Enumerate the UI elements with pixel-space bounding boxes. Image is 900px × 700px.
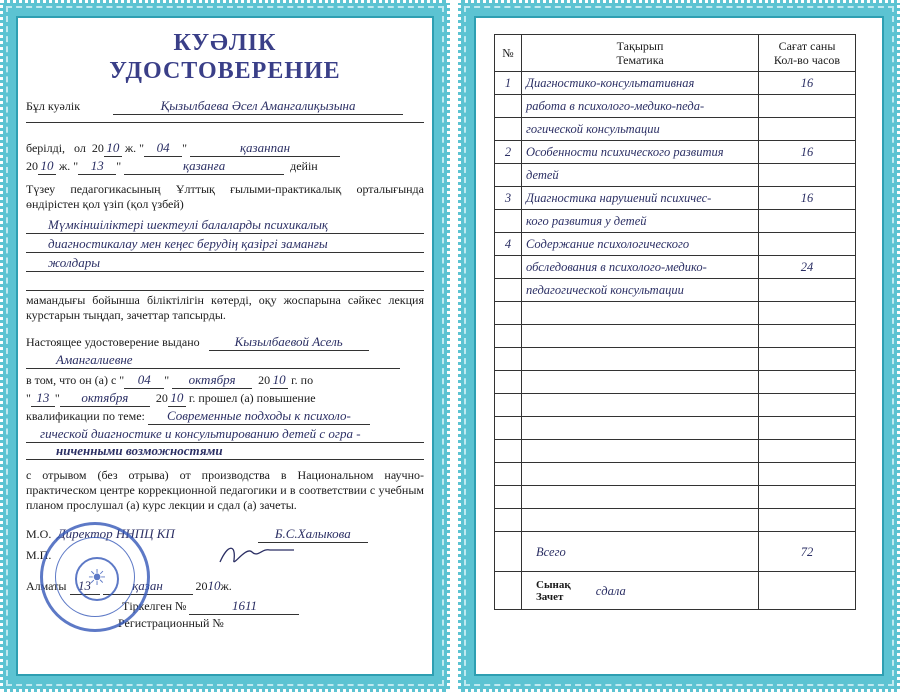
row-number: 2 bbox=[495, 141, 522, 164]
ru-passed: г. прошел (а) повышение bbox=[188, 391, 316, 405]
total-row bbox=[495, 532, 856, 572]
issued-line bbox=[26, 140, 424, 157]
row-hours: 24 bbox=[759, 256, 856, 279]
director-label: Директор ННПЦ КП bbox=[57, 526, 175, 541]
row-number bbox=[495, 325, 522, 348]
row-topic bbox=[522, 440, 759, 463]
row-topic bbox=[522, 417, 759, 440]
exam-label-kz: Сынақ bbox=[536, 578, 571, 591]
exam-result: сдала bbox=[595, 583, 626, 598]
issued-ol: ол bbox=[74, 141, 86, 155]
row-hours: 16 bbox=[759, 141, 856, 164]
row-topic: Содержание психологического bbox=[522, 233, 759, 256]
header-hours-ru: Кол-во часов bbox=[773, 53, 841, 67]
date-day: 13 bbox=[70, 578, 100, 595]
title-russian: УДОСТОВЕРЕНИЕ bbox=[109, 58, 341, 84]
row-hours bbox=[759, 325, 856, 348]
total-hours: 72 bbox=[759, 532, 856, 572]
row-topic: работа в психолого-медико-педа- bbox=[522, 95, 759, 118]
until-year: 10 bbox=[38, 158, 56, 175]
line-label: Бұл куәлік bbox=[26, 99, 81, 113]
issued-label: берілді, bbox=[26, 141, 66, 155]
row-number bbox=[495, 95, 522, 118]
row-hours bbox=[759, 417, 856, 440]
certificate-left-page bbox=[0, 0, 450, 692]
total-label: Всего bbox=[522, 532, 759, 572]
table-row bbox=[495, 486, 856, 509]
ru-g-po: г. по bbox=[291, 373, 314, 387]
recipient-name-kz: Қызылбаева Әсел Амангалиқызына bbox=[113, 98, 403, 115]
table-row bbox=[495, 348, 856, 371]
until-20: 20 bbox=[26, 159, 38, 173]
row-hours bbox=[759, 210, 856, 233]
ru-name-line-2 bbox=[26, 352, 424, 369]
reg-kz-label: Тіркелген № bbox=[122, 599, 187, 613]
table-row bbox=[495, 371, 856, 394]
ru-issued-label: Настоящее удостоверение выдано bbox=[26, 335, 200, 349]
row-hours bbox=[759, 463, 856, 486]
row-topic bbox=[522, 509, 759, 532]
row-number: 3 bbox=[495, 187, 522, 210]
ru-20b: 20 bbox=[155, 391, 168, 405]
row-hours bbox=[759, 486, 856, 509]
table-row bbox=[495, 187, 856, 210]
issued-day: 04 bbox=[144, 140, 182, 157]
rule bbox=[26, 290, 424, 291]
topic-rows bbox=[495, 72, 856, 532]
course-kz-line-2: диагностикалау мен кеңес берудің қазіргі заманғы bbox=[48, 236, 328, 251]
exam-label-ru: Зачет bbox=[536, 590, 564, 603]
date-20: 20 bbox=[195, 579, 208, 593]
official-seal bbox=[40, 522, 150, 632]
signature-icon bbox=[216, 542, 296, 568]
row-topic bbox=[522, 302, 759, 325]
until-end: дейін bbox=[290, 159, 318, 173]
row-hours bbox=[759, 509, 856, 532]
issued-20: 20 bbox=[91, 141, 104, 155]
header-number: № bbox=[495, 35, 522, 72]
until-month: қазанға bbox=[124, 158, 284, 175]
row-number bbox=[495, 463, 522, 486]
row-number bbox=[495, 486, 522, 509]
ru-period-line-2: " 13 " октября 20 10 г. прошел (а) повышение bbox=[26, 390, 316, 405]
mo-label: М.О. bbox=[26, 527, 52, 541]
row-topic: Диагностико-консультативная bbox=[522, 72, 759, 95]
header-hours bbox=[759, 35, 856, 72]
row-topic bbox=[522, 371, 759, 394]
row-hours bbox=[759, 95, 856, 118]
certificate-right-page bbox=[458, 0, 900, 692]
issued-month: қазанпан bbox=[190, 140, 340, 157]
date-year: 10 bbox=[207, 578, 221, 593]
row-hours: 16 bbox=[759, 187, 856, 210]
row-topic: Особенности психического развития bbox=[522, 141, 759, 164]
table-row bbox=[495, 256, 856, 279]
date-month: қазан bbox=[103, 578, 193, 595]
recipient-name-ru-1: Кызылбаевой Асель bbox=[209, 334, 369, 351]
ru-to-day: 13 bbox=[31, 390, 55, 407]
left-content bbox=[26, 22, 424, 670]
row-number bbox=[495, 509, 522, 532]
row-topic: кого развития у детей bbox=[522, 210, 759, 233]
row-topic: обследования в психолого-медико- bbox=[522, 256, 759, 279]
ru-period-label: в том, что он (а) с " bbox=[26, 373, 125, 387]
ru-from-year: 10 bbox=[270, 372, 288, 389]
table-row bbox=[495, 302, 856, 325]
topics-table bbox=[494, 34, 856, 610]
director-name: Б.С.Халыкова bbox=[258, 526, 368, 543]
row-number bbox=[495, 210, 522, 233]
right-content bbox=[484, 22, 874, 670]
reg-number: 1611 bbox=[189, 598, 299, 615]
row-number bbox=[495, 394, 522, 417]
header-topic bbox=[522, 35, 759, 72]
date-zh: ж. bbox=[220, 579, 232, 593]
table-row bbox=[495, 210, 856, 233]
emblem-icon bbox=[75, 557, 119, 601]
title-kazakh: КУӘЛІК bbox=[173, 30, 277, 56]
ru-period-line-1: в том, что он (а) с " 04 " октября 20 10 г. по bbox=[26, 372, 314, 387]
row-topic bbox=[522, 325, 759, 348]
table-row bbox=[495, 118, 856, 141]
row-number bbox=[495, 256, 522, 279]
row-number: 4 bbox=[495, 233, 522, 256]
total-num-cell bbox=[495, 532, 522, 572]
row-number bbox=[495, 417, 522, 440]
course-kz-line-1: Мүмкіншіліктері шектеулі балаларды психикалық bbox=[48, 217, 329, 232]
theme-ru-2: гической диагностике и консультированию детей с огра - bbox=[40, 426, 361, 441]
paragraph-ru: с отрывом (без отрыва) от производства в Национальном научно-практическом центре коррекционной педагогики и в соответствии с учебным планом прослушал (а) курс лекции и сдал (а) зачеты. bbox=[26, 468, 424, 512]
row-topic bbox=[522, 463, 759, 486]
exam-labels bbox=[536, 579, 571, 603]
table-row bbox=[495, 440, 856, 463]
ru-qual-line bbox=[26, 408, 424, 425]
row-topic: гогической консультации bbox=[522, 118, 759, 141]
ru-to-year: 10 bbox=[168, 390, 186, 407]
row-topic bbox=[522, 394, 759, 417]
row-hours: 16 bbox=[759, 72, 856, 95]
table-row bbox=[495, 279, 856, 302]
table-row bbox=[495, 509, 856, 532]
table-row bbox=[495, 417, 856, 440]
row-number bbox=[495, 440, 522, 463]
table-row bbox=[495, 463, 856, 486]
reg-kz-line bbox=[122, 598, 424, 615]
theme-ru-1: Современные подходы к психоло- bbox=[148, 408, 370, 425]
ru-from-month: октября bbox=[172, 372, 252, 389]
row-number bbox=[495, 279, 522, 302]
table-row bbox=[495, 325, 856, 348]
row-topic bbox=[522, 486, 759, 509]
issued-quote: " bbox=[182, 141, 187, 155]
table-row bbox=[495, 95, 856, 118]
rule bbox=[26, 459, 424, 460]
row-hours bbox=[759, 164, 856, 187]
table-row bbox=[495, 394, 856, 417]
ru-from-day: 04 bbox=[124, 372, 164, 389]
paragraph-kz-1: Түзеу педагогикасының Ұлттық ғылыми-практикалық орталығында өндірістен қол үзіп (қол үзбей) bbox=[26, 182, 424, 211]
ru-qual-label: квалификации по теме: bbox=[26, 409, 145, 423]
row-topic: детей bbox=[522, 164, 759, 187]
row-topic bbox=[522, 348, 759, 371]
city: Алматы bbox=[26, 579, 67, 593]
table-header-row bbox=[495, 35, 856, 72]
issued-year: 10 bbox=[104, 140, 122, 157]
header-topic-kz: Тақырып bbox=[616, 39, 664, 53]
ru-to-month: октября bbox=[60, 390, 150, 407]
row-topic: педагогической консультации bbox=[522, 279, 759, 302]
table-row bbox=[495, 72, 856, 95]
exam-cell bbox=[522, 572, 759, 610]
rule bbox=[26, 233, 424, 234]
issued-zh: ж. " bbox=[124, 141, 145, 155]
ru-20a: 20 bbox=[258, 373, 271, 387]
row-number bbox=[495, 118, 522, 141]
row-hours bbox=[759, 348, 856, 371]
recipient-line-kz bbox=[26, 98, 424, 115]
until-line bbox=[26, 158, 424, 175]
until-zh: ж. " bbox=[59, 159, 79, 173]
row-topic: Диагностика нарушений психичес- bbox=[522, 187, 759, 210]
mp-label: М.П. bbox=[26, 548, 52, 562]
rule bbox=[26, 271, 424, 272]
row-hours bbox=[759, 302, 856, 325]
exam-hours-cell bbox=[759, 572, 856, 610]
until-day: 13 bbox=[78, 158, 116, 175]
exam-num-cell bbox=[495, 572, 522, 610]
rule bbox=[26, 252, 424, 253]
row-hours bbox=[759, 440, 856, 463]
recipient-name-ru-2: Амангалиевне bbox=[26, 352, 400, 369]
paragraph-kz-2: мамандығы бойынша біліктілігін көтерді, оқу жоспарына сәйкес лекция курстарын тыңдап, зачеттар тапсырды. bbox=[26, 293, 424, 322]
table-row bbox=[495, 233, 856, 256]
row-number bbox=[495, 371, 522, 394]
ru-issued-line bbox=[26, 334, 424, 351]
table-row bbox=[495, 141, 856, 164]
until-quote: " bbox=[116, 159, 122, 173]
reg-ru-label: Регистрационный № bbox=[118, 616, 224, 630]
theme-ru-3: ниченными возможностями bbox=[56, 443, 223, 458]
row-hours bbox=[759, 118, 856, 141]
header-hours-kz: Сағат саны bbox=[778, 39, 836, 53]
row-number bbox=[495, 348, 522, 371]
course-kz-line-3: жолдары bbox=[48, 255, 100, 270]
table-row bbox=[495, 164, 856, 187]
exam-row bbox=[495, 572, 856, 610]
row-hours bbox=[759, 279, 856, 302]
row-number: 1 bbox=[495, 72, 522, 95]
row-number bbox=[495, 302, 522, 325]
row-hours bbox=[759, 394, 856, 417]
row-hours bbox=[759, 233, 856, 256]
blank-rule bbox=[26, 122, 424, 123]
row-hours bbox=[759, 371, 856, 394]
row-number bbox=[495, 164, 522, 187]
header-topic-ru: Тематика bbox=[616, 53, 664, 67]
